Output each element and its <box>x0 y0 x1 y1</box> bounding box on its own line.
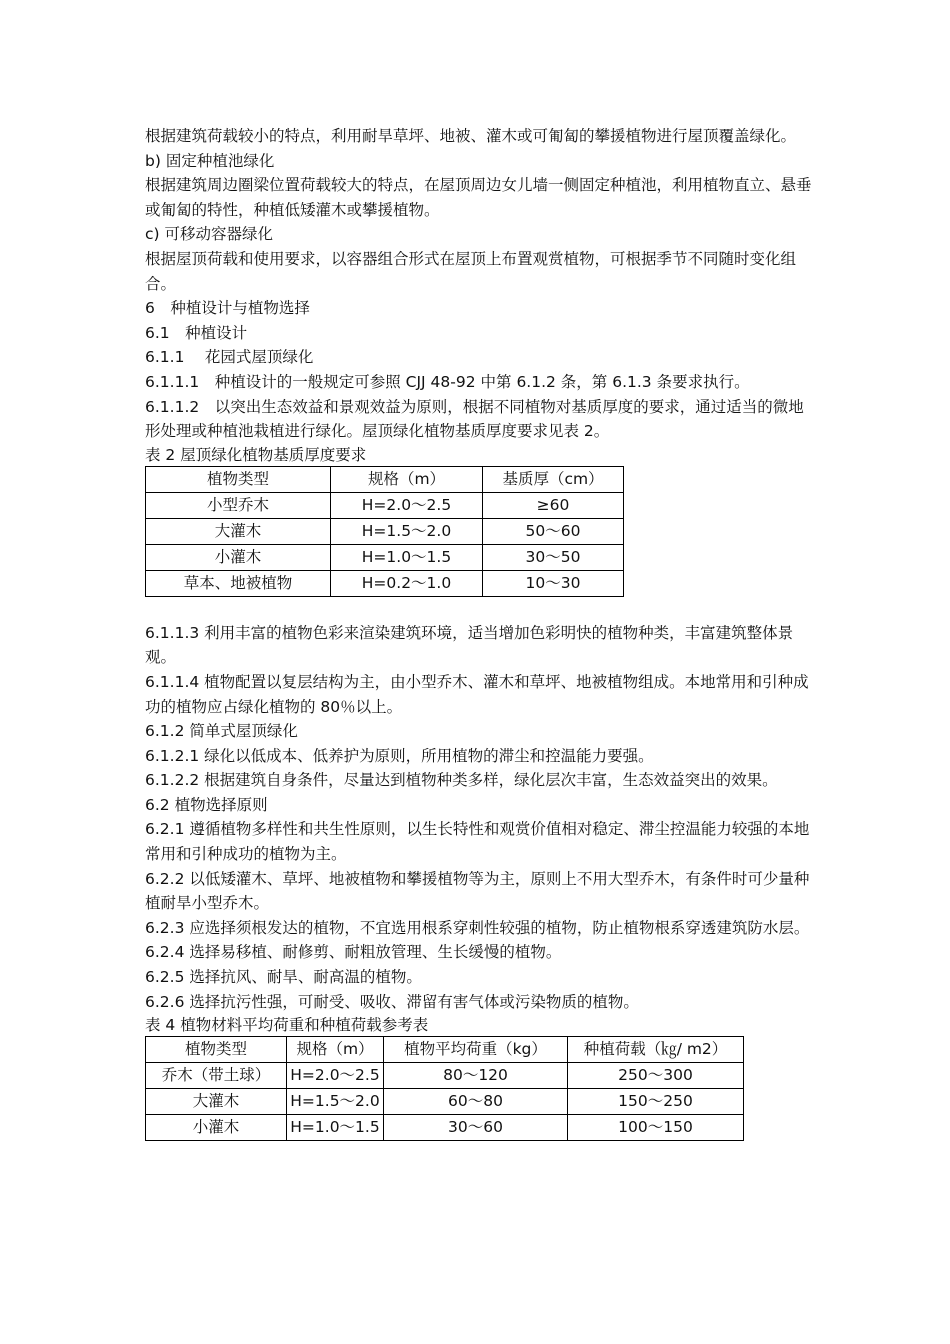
table-cell: 60～80 <box>384 1089 568 1115</box>
section-heading-6-1-1: 6.1.1 花园式屋顶绿化 <box>145 348 314 367</box>
table4-caption: 表 4 植物材料平均荷重和种植荷载参考表 <box>145 1016 429 1035</box>
clause-6-1-1-1: 6.1.1.1 种植设计的一般规定可参照 CJJ 48-92 中第 6.1.2 条，第 6.1.3 条要求执行。 <box>145 372 750 391</box>
table-cell: 大灌木 <box>146 518 331 544</box>
table-cell: H=1.5～2.0 <box>331 518 483 544</box>
table-cell: 小灌木 <box>146 544 331 570</box>
document-body <box>145 124 815 1141</box>
paragraph: 根据屋顶荷载和使用要求，以容器组合形式在屋顶上布置观赏植物，可根据季节不同随时变化组合。 <box>145 249 797 293</box>
clause-6-1-1-2: 6.1.1.2 以突出生态效益和景观效益为原则，根据不同植物对基质厚度的要求，通过适当的微地形处理或种植池栽植进行绿化。屋顶绿化植物基质厚度要求见表 2。 <box>145 397 804 441</box>
clause-6-1-1-4: 6.1.1.4 植物配置以复层结构为主，由小型乔木、灌木和草坪、地被植物组成。本地常用和引种成功的植物应占绿化植物的 80％以上。 <box>145 672 809 716</box>
table-row <box>146 518 624 544</box>
table-header-row <box>146 1037 744 1063</box>
table2-caption: 表 2 屋顶绿化植物基质厚度要求 <box>145 445 367 464</box>
table-cell: H=1.0～1.5 <box>331 544 483 570</box>
clause-6-2-4: 6.2.4 选择易移植、耐修剪、耐粗放管理、生长缓慢的植物。 <box>145 943 562 962</box>
clause-6-2-5: 6.2.5 选择抗风、耐旱、耐高温的植物。 <box>145 968 422 987</box>
header-cell: 规格（m） <box>287 1037 384 1063</box>
table-cell: 乔木（带土球） <box>146 1063 287 1089</box>
table-cell: 30～50 <box>483 544 624 570</box>
table-cell: 50～60 <box>483 518 624 544</box>
section-heading-6-1-2: 6.1.2 简单式屋顶绿化 <box>145 722 298 741</box>
header-cell: 植物类型 <box>146 466 331 492</box>
header-cell: 基质厚（cm） <box>483 466 624 492</box>
table-cell: H=0.2～1.0 <box>331 570 483 596</box>
table-cell: 小灌木 <box>146 1115 287 1141</box>
clause-6-2-1: 6.2.1 遵循植物多样性和共生性原则，以生长特性和观赏价值相对稳定、滞尘控温能力较强的本地常用和引种成功的植物为主。 <box>145 820 810 864</box>
clause-6-2-3: 6.2.3 应选择须根发达的植物，不宜选用根系穿刺性较强的植物，防止植物根系穿透建筑防水层。 <box>145 918 810 937</box>
table4 <box>145 1036 744 1141</box>
section-heading-6: 6 种植设计与植物选择 <box>145 299 310 318</box>
table-row <box>146 570 624 596</box>
clause-6-2-6: 6.2.6 选择抗污性强，可耐受、吸收、滞留有害气体或污染物质的植物。 <box>145 992 639 1011</box>
table-cell: 大灌木 <box>146 1089 287 1115</box>
clause-6-1-2-2: 6.1.2.2 根据建筑自身条件，尽量达到植物种类多样，绿化层次丰富，生态效益突出的效果。 <box>145 771 778 790</box>
table-row <box>146 544 624 570</box>
table-row <box>146 1063 744 1089</box>
table-cell: 100～150 <box>568 1115 744 1141</box>
table2 <box>145 466 624 597</box>
clause-6-2-2: 6.2.2 以低矮灌木、草坪、地被植物和攀援植物等为主，原则上不用大型乔木，有条件时可少量种植耐旱小型乔木。 <box>145 869 810 913</box>
paragraph: 根据建筑周边圈梁位置荷载较大的特点，在屋顶周边女儿墙一侧固定种植池，利用植物直立、悬垂或匍匐的特性，种植低矮灌木或攀援植物。 <box>145 176 812 219</box>
table-cell: H=1.5～2.0 <box>287 1089 384 1115</box>
table-cell: H=2.0～2.5 <box>287 1063 384 1089</box>
header-cell: 规格（m） <box>331 466 483 492</box>
header-cell: 种植荷载（㎏/ m2） <box>568 1037 744 1063</box>
table-cell: 150～250 <box>568 1089 744 1115</box>
header-cell: 植物类型 <box>146 1037 287 1063</box>
table-cell: H=2.0～2.5 <box>331 492 483 518</box>
table-cell: 小型乔木 <box>146 492 331 518</box>
subheading-c: c) 可移动容器绿化 <box>145 225 273 244</box>
table-cell: 250～300 <box>568 1063 744 1089</box>
section-heading-6-2: 6.2 植物选择原则 <box>145 795 268 814</box>
table-row <box>146 1115 744 1141</box>
table-cell: 草本、地被植物 <box>146 570 331 596</box>
clause-6-1-2-1: 6.1.2.1 绿化以低成本、低养护为原则，所用植物的滞尘和控温能力要强。 <box>145 746 654 765</box>
clause-6-1-1-3: 6.1.1.3 利用丰富的植物色彩来渲染建筑环境，适当增加色彩明快的植物种类，丰富建筑整体景观。 <box>145 623 794 667</box>
table-row <box>146 492 624 518</box>
table-row <box>146 1089 744 1115</box>
table-cell: 80～120 <box>384 1063 568 1089</box>
table-cell: 10～30 <box>483 570 624 596</box>
subheading-b: b) 固定种植池绿化 <box>145 151 275 170</box>
header-cell: 植物平均荷重（kg） <box>384 1037 568 1063</box>
paragraph: 根据建筑荷载较小的特点，利用耐旱草坪、地被、灌木或可匍匐的攀援植物进行屋顶覆盖绿化。 <box>145 127 797 145</box>
table-cell: H=1.0～1.5 <box>287 1115 384 1141</box>
table-cell: ≥60 <box>483 492 624 518</box>
table-header-row <box>146 466 624 492</box>
section-heading-6-1: 6.1 种植设计 <box>145 323 248 342</box>
table-cell: 30～60 <box>384 1115 568 1141</box>
